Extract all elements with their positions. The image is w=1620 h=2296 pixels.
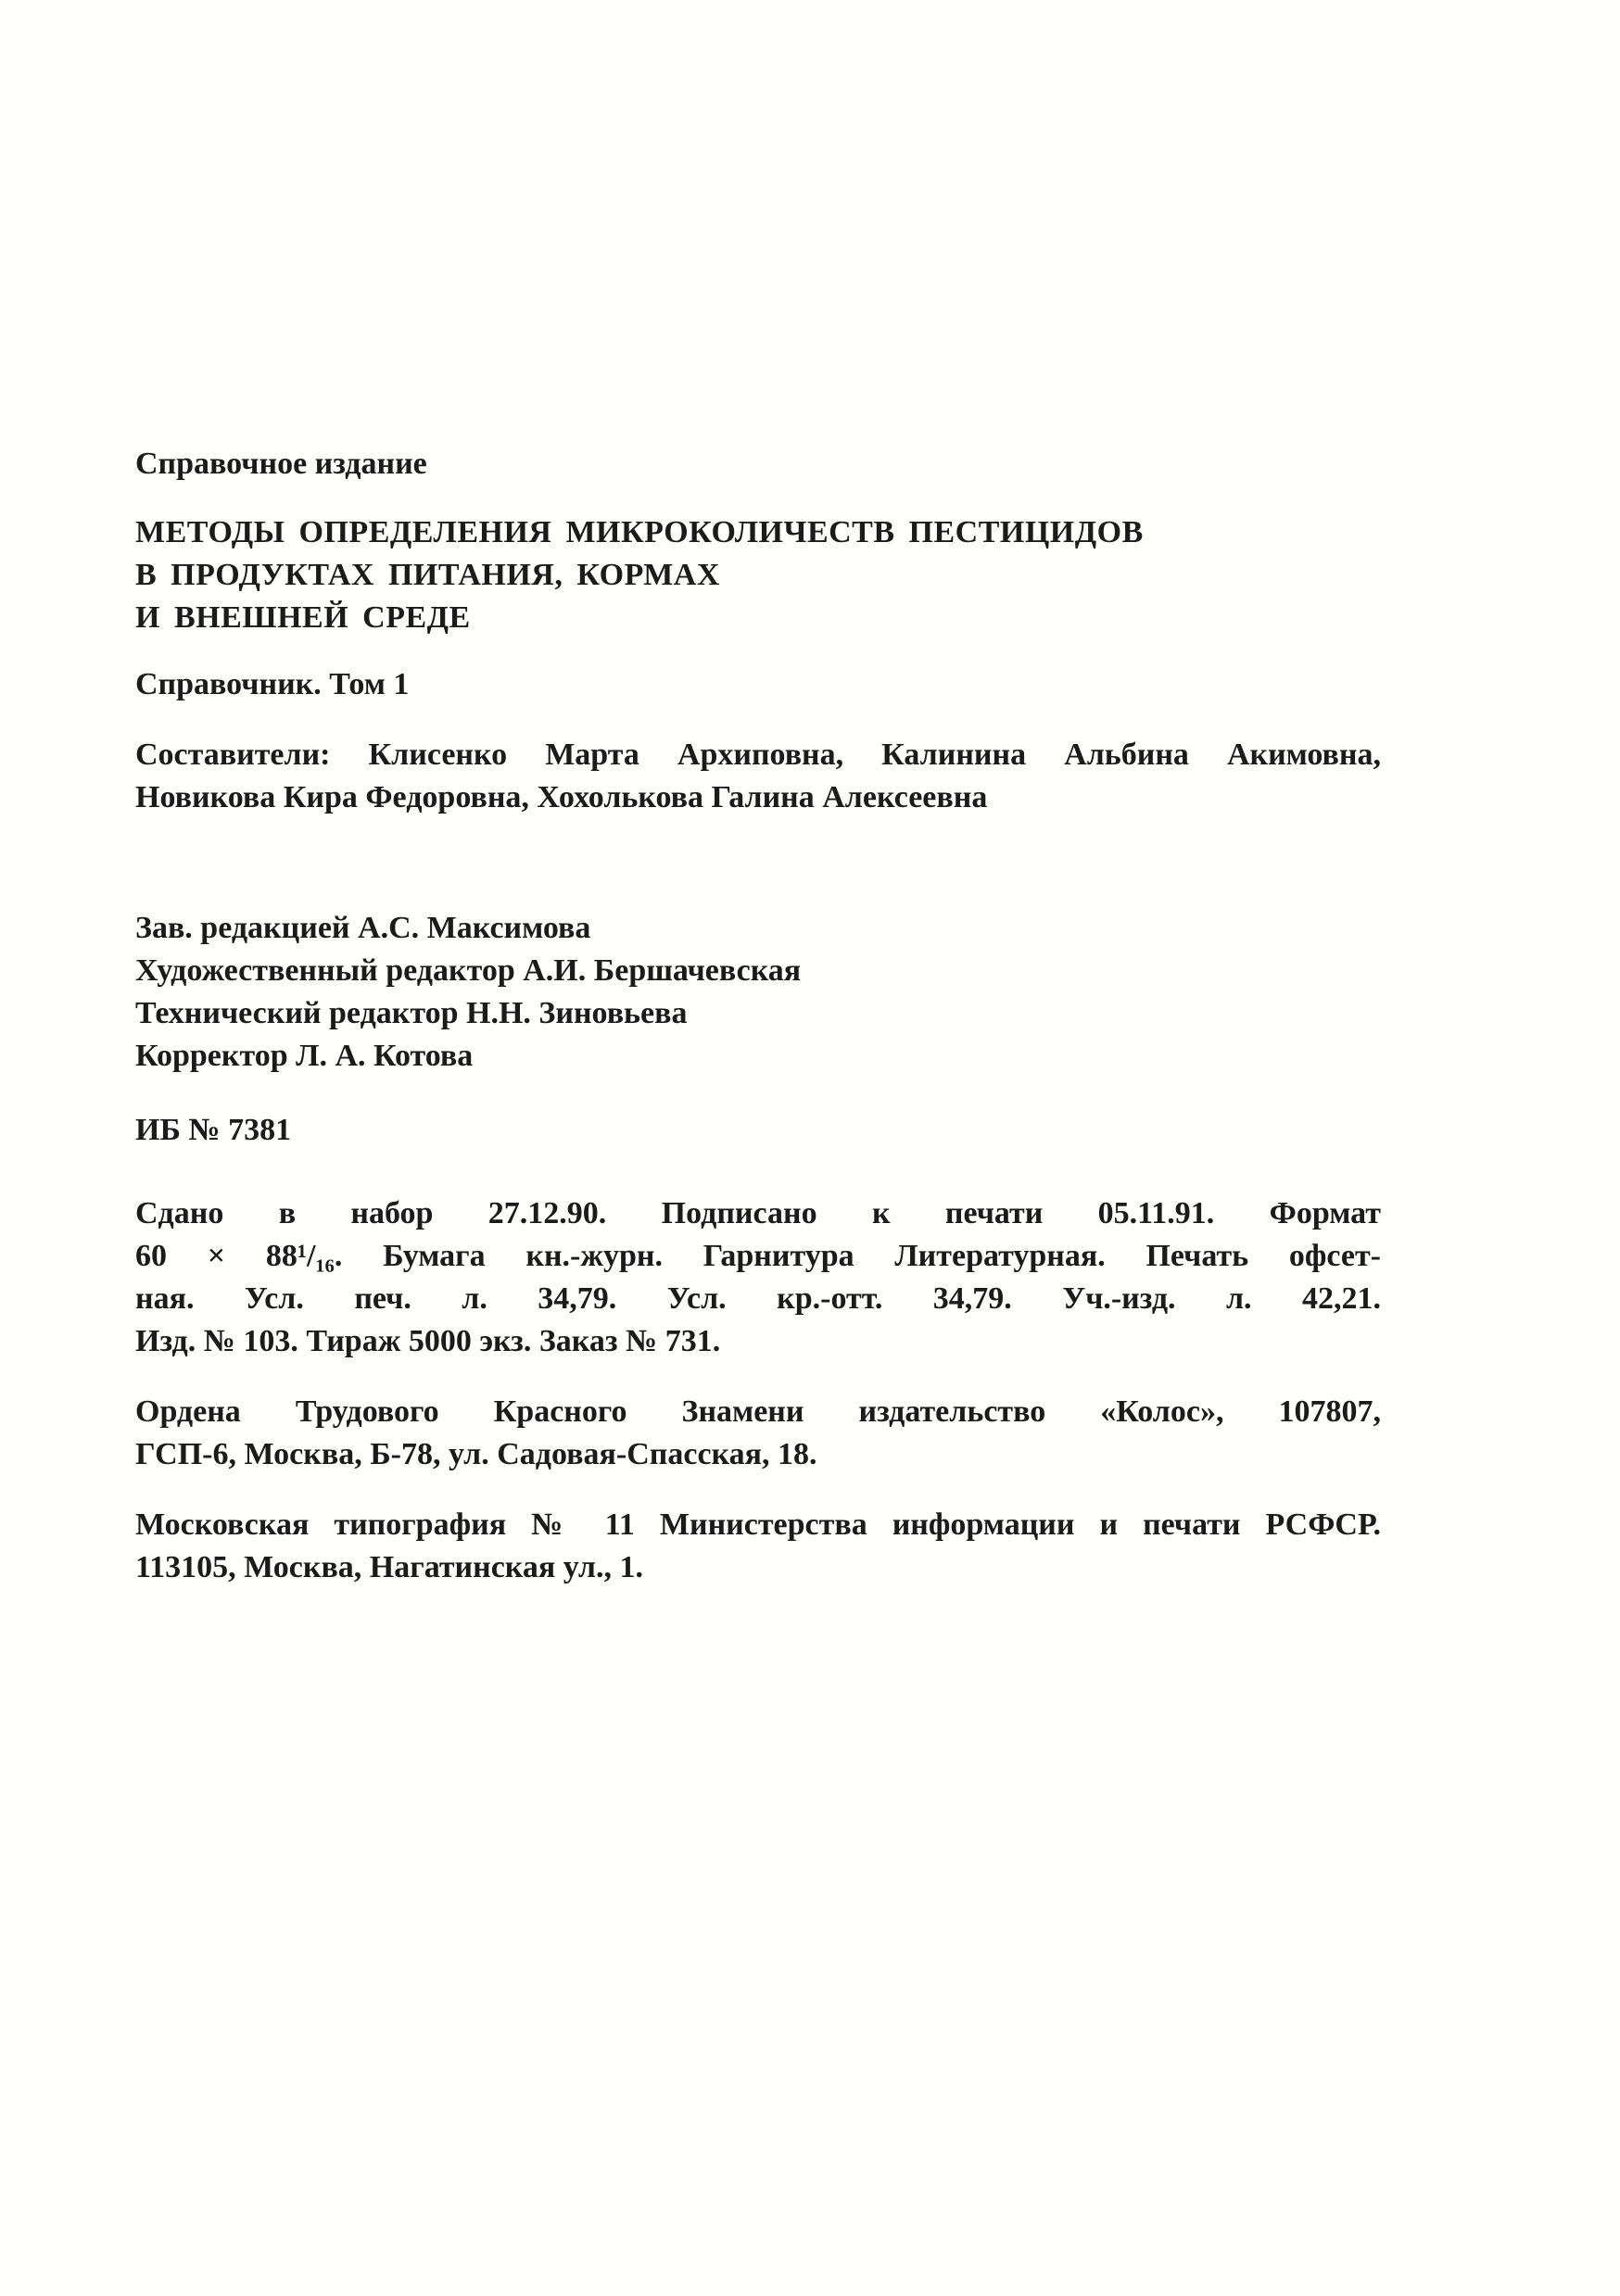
text-line: МЕТОДЫ ОПРЕДЕЛЕНИЯ МИКРОКОЛИЧЕСТВ ПЕСТИЦИДОВ xyxy=(135,515,1144,549)
edition-type-label: Справочное издание xyxy=(135,447,427,481)
text-line: 60 × 88¹/₁₆. Бумага кн.-журн. Гарнитура Литературная. Печать офсет- xyxy=(135,1239,1381,1273)
text-line: Зав. редакцией А.С. Максимова xyxy=(135,911,591,945)
editorial-staff-list xyxy=(135,907,1381,1078)
text-line: 113105, Москва, Нагатинская ул., 1. xyxy=(135,1550,643,1584)
printing-data-paragraph xyxy=(135,1192,1381,1363)
text-line: И ВНЕШНЕЙ СРЕДЕ xyxy=(135,600,471,635)
text-line: Технический редактор Н.Н. Зиновьева xyxy=(135,996,688,1030)
book-subtitle: Справочник. Том 1 xyxy=(135,667,410,701)
ib-number: ИБ № 7381 xyxy=(135,1113,292,1147)
text-line: Новикова Кира Федоровна, Хохолькова Галина Алексеевна xyxy=(135,780,988,814)
printing-house-address xyxy=(135,1504,1381,1589)
text-line: Сдано в набор 27.12.90. Подписано к печати 05.11.91. Формат xyxy=(135,1196,1381,1230)
text-line: Ордена Трудового Красного Знамени издательство «Колос», 107807, xyxy=(135,1394,1381,1429)
text-line: Московская типография № 11 Министерства информации и печати РСФСР. xyxy=(135,1508,1381,1542)
text-line: В ПРОДУКТАХ ПИТАНИЯ, КОРМАХ xyxy=(135,558,720,592)
text-line: Корректор Л. А. Котова xyxy=(135,1039,474,1073)
text-line: Художественный редактор А.И. Бершачевская xyxy=(135,953,802,988)
text-line: Составители: Клисенко Марта Архиповна, Калинина Альбина Акимовна, xyxy=(135,738,1381,772)
text-line: ГСП-6, Москва, Б-78, ул. Садовая-Спасская, 18. xyxy=(135,1437,817,1471)
text-line: ная. Усл. печ. л. 34,79. Усл. кр.-отт. 34,79. Уч.-изд. л. 42,21. xyxy=(135,1281,1381,1316)
compilers-list xyxy=(135,734,1381,819)
publisher-address xyxy=(135,1391,1381,1476)
text-line: Изд. № 103. Тираж 5000 экз. Заказ № 731. xyxy=(135,1324,721,1358)
book-title xyxy=(135,511,1381,639)
